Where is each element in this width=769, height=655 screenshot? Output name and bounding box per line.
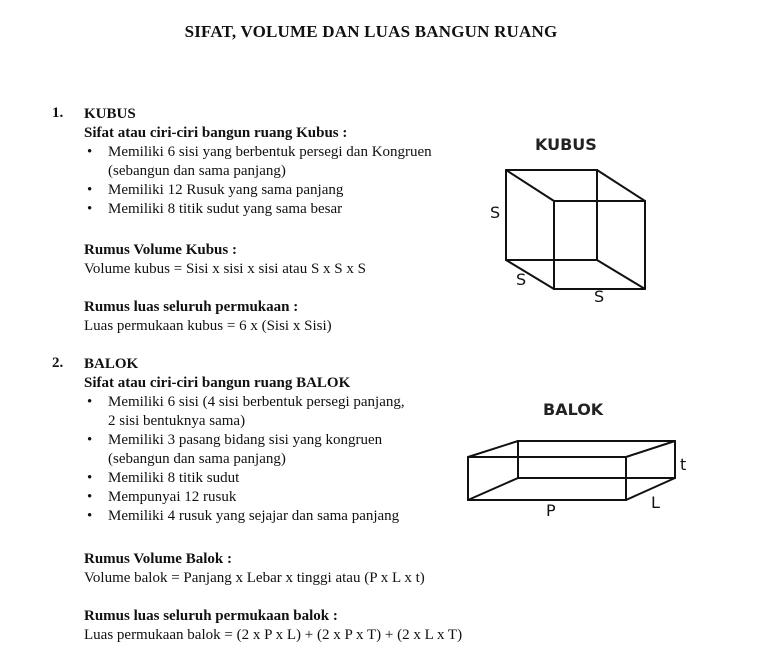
list-item-text: Memiliki 8 titik sudut — [108, 470, 240, 486]
page-title: SIFAT, VOLUME DAN LUAS BANGUN RUANG — [184, 22, 558, 41]
list-item-text: Memiliki 8 titik sudut yang sama besar — [108, 201, 343, 217]
cube-label-depth: S — [516, 270, 527, 289]
list-item-text: Memiliki 12 Rusuk yang sama panjang — [108, 182, 344, 198]
section-number-balok: 2. — [52, 355, 64, 371]
list-item-text: Mempunyai 12 rusuk — [108, 489, 237, 505]
list-item-text: Memiliki 6 sisi yang berbentuk persegi dan Kongruen — [108, 144, 432, 160]
list-item — [84, 393, 474, 431]
list-item — [84, 431, 474, 469]
section-number-kubus: 1. — [52, 105, 64, 121]
volume-text-balok: Volume balok = Panjang x Lebar x tinggi atau (P x L x t) — [84, 570, 425, 586]
area-label-kubus: Rumus luas seluruh permukaan : — [84, 299, 299, 315]
list-item-text: (sebangun dan sama panjang) — [108, 451, 286, 467]
list-item-text: Memiliki 4 rusuk yang sejajar dan sama panjang — [108, 508, 400, 524]
area-text-kubus: Luas permukaan kubus = 6 x (Sisi x Sisi) — [84, 318, 332, 334]
volume-formula-balok — [84, 550, 425, 588]
section-heading-kubus: KUBUS — [84, 106, 136, 122]
area-text-balok: Luas permukaan balok = (2 x P x L) + (2 x P x T) + (2 x L x T) — [84, 627, 463, 643]
cuboid-figure-caption: BALOK — [543, 400, 604, 419]
properties-title-balok: Sifat atau ciri-ciri bangun ruang BALOK — [84, 375, 351, 391]
cuboid-label-height: t — [680, 455, 687, 474]
list-item-text: 2 sisi bentuknya sama) — [108, 413, 246, 429]
volume-text-kubus: Volume kubus = Sisi x sisi x sisi atau S x S x S — [84, 261, 366, 277]
cube-label-bottom: S — [594, 287, 605, 306]
list-item — [84, 507, 474, 526]
cuboid-label-width: L — [651, 493, 660, 512]
section-heading-balok: BALOK — [84, 356, 139, 372]
section-balok — [84, 355, 474, 526]
properties-title-kubus: Sifat atau ciri-ciri bangun ruang Kubus : — [84, 125, 348, 141]
list-item-text: (sebangun dan sama panjang) — [108, 163, 286, 179]
cube-label-left: S — [490, 203, 501, 222]
list-item — [84, 488, 474, 507]
cube-figure-caption: KUBUS — [535, 135, 597, 154]
list-item — [84, 469, 474, 488]
list-item-text: Memiliki 3 pasang bidang sisi yang kongruen — [108, 432, 383, 448]
cuboid-label-length: P — [546, 501, 556, 520]
list-item-text: Memiliki 6 sisi (4 sisi berbentuk persegi panjang, — [108, 394, 405, 410]
volume-label-balok: Rumus Volume Balok : — [84, 551, 232, 567]
properties-list-balok — [84, 393, 474, 526]
area-formula-balok — [84, 607, 462, 645]
volume-label-kubus: Rumus Volume Kubus : — [84, 242, 237, 258]
area-label-balok: Rumus luas seluruh permukaan balok : — [84, 608, 338, 624]
